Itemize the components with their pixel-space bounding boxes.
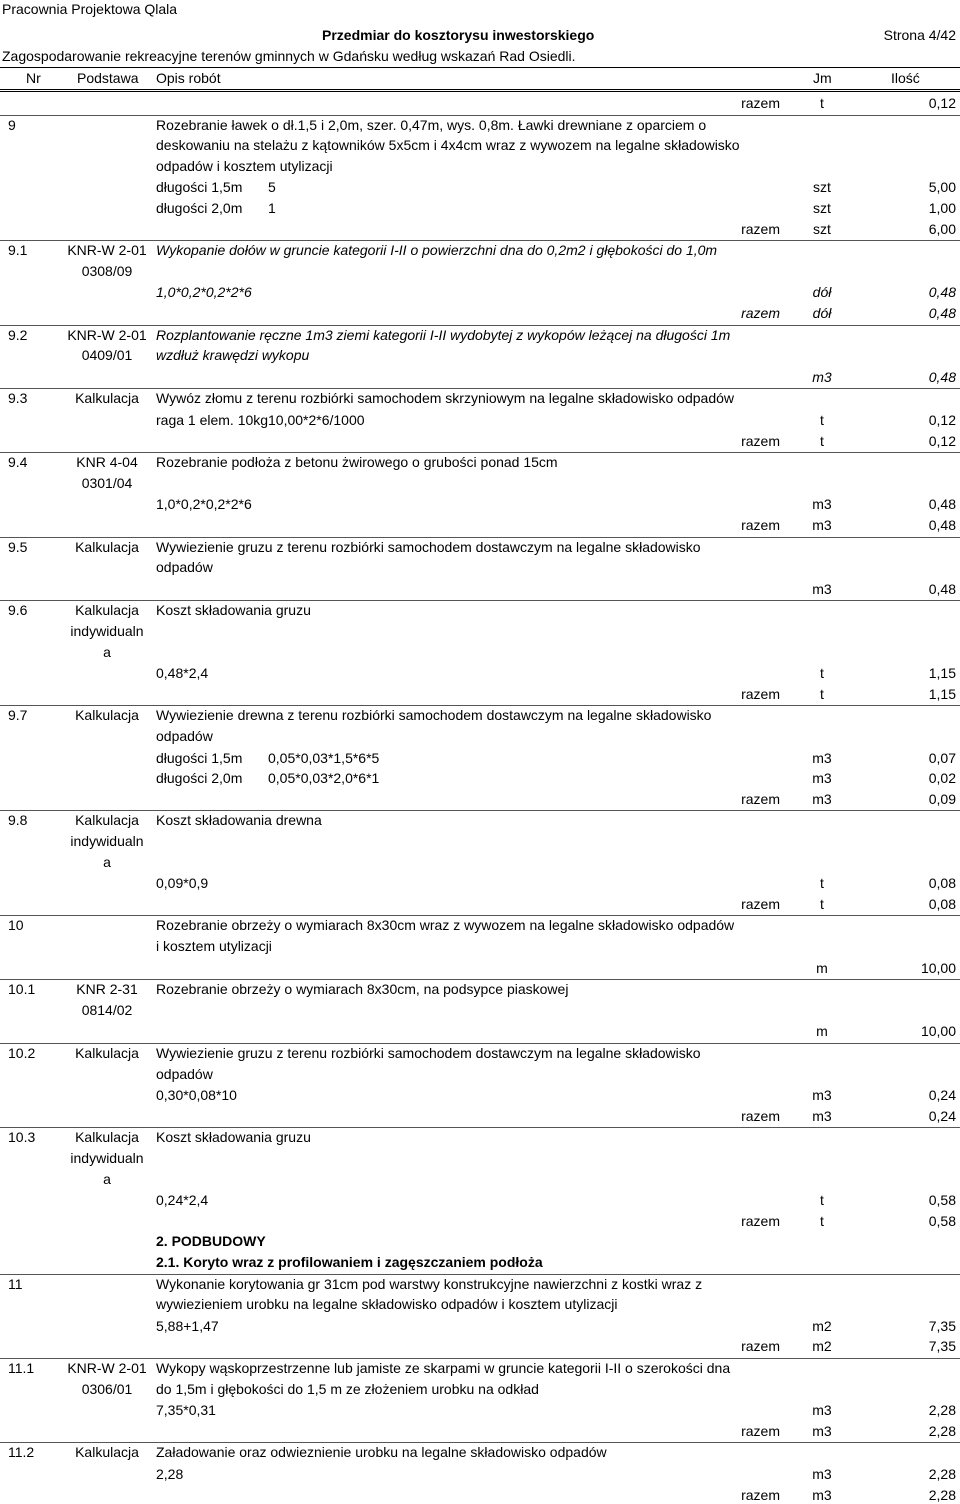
sum-label: razem: [741, 305, 780, 321]
item-basis: KNR-W 2-01: [67, 1360, 147, 1376]
calc-unit: m3: [812, 1402, 832, 1419]
item-basis: 0306/01: [81, 1380, 133, 1397]
calc-unit: m3: [812, 580, 832, 597]
item-description: wzdłuż krawędzi wykopu: [156, 347, 310, 364]
calc-formula: 5: [268, 179, 276, 196]
item-number: 11: [8, 1275, 23, 1292]
item-description: Koszt składowania gruzu: [156, 602, 311, 619]
item-basis: a: [103, 853, 111, 870]
sum-label: razem: [741, 95, 780, 111]
item-description: odpadów: [156, 559, 213, 576]
sum-unit: m3: [812, 517, 832, 533]
item-number: 9: [8, 116, 16, 133]
item-number: 11.2: [8, 1444, 35, 1461]
item-basis: Kalkulacja: [75, 390, 139, 407]
calc-unit: m3: [812, 1466, 832, 1482]
item-description: Wykonanie korytowania gr 31cm pod warstwy konstrukcyjne nawierzchni z kostki wraz z: [156, 1275, 703, 1292]
item-basis: Kalkulacja: [75, 1444, 139, 1461]
calc-label: długości 2,0m: [156, 770, 243, 787]
item-basis: KNR 2-31: [76, 981, 138, 998]
sum-unit: m3: [812, 1422, 832, 1439]
item-number: 9.4: [8, 454, 28, 471]
item-description: Wywiezienie gruzu z terenu rozbiórki samochodem dostawczym na legalne składowisko: [156, 538, 701, 555]
item-separator: [0, 537, 960, 538]
item-description: Rozebranie obrzeży o wymiarach 8x30cm wraz z wywozem na legalne składowisko odpadów: [156, 917, 735, 934]
item-number: 10.3: [8, 1129, 36, 1146]
sum-label: razem: [741, 895, 780, 912]
item-description: odpadów i kosztem utylizacji: [156, 157, 333, 174]
item-basis: 0814/02: [81, 1001, 133, 1018]
item-basis: 0301/04: [81, 474, 133, 491]
calc-label: długości 1,5m: [156, 179, 243, 196]
calc-formula: 0,05*0,03*1,5*6*5: [268, 749, 380, 766]
calc-label: 1,0*0,2*0,2*2*6: [156, 496, 252, 513]
calc-quantity: 0,07: [928, 749, 956, 766]
calc-quantity: 0,58: [928, 1192, 956, 1209]
sum-quantity: 7,35: [928, 1338, 956, 1355]
calc-quantity: 7,35: [928, 1317, 956, 1334]
sum-quantity: 0,12: [928, 432, 956, 449]
item-description: Rozplantowanie ręczne 1m3 ziemi kategorii I-II wydobytej z wykopów leżącej na długości 1m: [156, 326, 731, 343]
item-description: wywiezieniem urobku na legalne składowisko odpadów i kosztem utylizacji: [156, 1296, 618, 1313]
item-separator: [0, 705, 960, 706]
column-jm: Jm: [813, 70, 832, 86]
calc-label: 2,28: [156, 1466, 184, 1482]
item-number: 9.5: [8, 538, 28, 555]
calc-label: 0,09*0,9: [156, 875, 209, 892]
item-basis: KNR-W 2-01: [67, 326, 147, 343]
item-separator: [0, 1442, 960, 1443]
column-podstawa: Podstawa: [77, 70, 139, 86]
item-description: i kosztem utylizacji: [156, 938, 272, 954]
item-description: Rozebranie podłoża z betonu żwirowego o grubości ponad 15cm: [156, 454, 558, 471]
sum-label: razem: [741, 1338, 780, 1355]
item-separator: [0, 388, 960, 389]
item-separator: [0, 979, 960, 980]
calc-unit: m3: [812, 368, 832, 385]
item-number: 10.1: [8, 981, 36, 998]
calc-unit: t: [820, 1192, 824, 1209]
item-number: 10: [8, 917, 24, 934]
sum-quantity: 0,24: [928, 1107, 956, 1124]
item-number: 9.3: [8, 390, 28, 407]
sum-label: razem: [741, 790, 780, 807]
calc-quantity: 0,48: [928, 580, 956, 597]
item-basis: Kalkulacja: [75, 1045, 139, 1061]
calc-quantity: 0,24: [928, 1087, 956, 1104]
calc-quantity: 0,08: [928, 875, 956, 892]
calc-unit: m2: [812, 1317, 832, 1334]
company-name: Pracownia Projektowa Qlala: [2, 1, 178, 17]
calc-quantity: 0,48: [928, 496, 956, 513]
calc-unit: szt: [813, 200, 831, 216]
calc-label: 0,30*0,08*10: [156, 1087, 237, 1104]
sum-quantity: 2,28: [928, 1486, 956, 1503]
section-heading: 2. PODBUDOWY: [156, 1233, 266, 1250]
calc-unit: m3: [812, 496, 832, 513]
sum-quantity: 0,48: [928, 305, 956, 321]
item-separator: [0, 325, 960, 326]
item-basis: 0409/01: [81, 347, 133, 364]
item-separator: [0, 1358, 960, 1359]
section-heading: 2.1. Koryto wraz z profilowaniem i zagęszczaniem podłoża: [156, 1254, 543, 1270]
item-description: Wywiezienie gruzu z terenu rozbiórki samochodem dostawczym na legalne składowisko: [156, 1045, 701, 1061]
sum-unit: t: [820, 1212, 824, 1229]
item-basis: indywidualn: [70, 833, 144, 849]
sum-label: razem: [741, 1212, 780, 1229]
sum-label: razem: [741, 1486, 780, 1503]
calc-unit: m3: [812, 1087, 832, 1104]
sum-unit: t: [820, 95, 824, 111]
calc-quantity: 5,00: [928, 179, 956, 196]
sum-quantity: 0,08: [928, 895, 956, 912]
item-basis: 0308/09: [81, 262, 133, 279]
item-separator: [0, 1274, 960, 1275]
sum-unit: m3: [812, 1107, 832, 1124]
item-number: 11.1: [8, 1360, 35, 1376]
calc-unit: dół: [812, 284, 832, 301]
header-rule-bottom-double: [0, 91, 960, 92]
calc-quantity: 0,02: [928, 770, 956, 787]
item-basis: indywidualn: [70, 623, 144, 639]
item-description: odpadów: [156, 728, 213, 744]
item-description: Koszt składowania gruzu: [156, 1129, 311, 1146]
item-basis: KNR 4-04: [76, 454, 138, 471]
calc-quantity: 0,48: [928, 284, 956, 301]
item-description: Załadowanie oraz odwieznienie urobku na legalne składowisko odpadów: [156, 1444, 607, 1461]
calc-formula: 10,00*2*6/1000: [268, 412, 365, 428]
column-ilosc: Ilość: [891, 70, 920, 86]
sum-unit: t: [820, 895, 824, 912]
sum-label: razem: [741, 1422, 780, 1439]
sum-unit: t: [820, 685, 824, 702]
sum-label: razem: [741, 432, 780, 449]
calc-unit: m3: [812, 749, 832, 766]
item-separator: [0, 1127, 960, 1128]
calc-label: 0,48*2,4: [156, 665, 209, 682]
calc-quantity: 1,15: [928, 665, 956, 682]
calc-unit: t: [820, 665, 824, 682]
item-basis: KNR-W 2-01: [67, 242, 147, 259]
calc-label: 5,88+1,47: [156, 1317, 219, 1334]
sum-quantity: 1,15: [928, 685, 956, 702]
sum-label: razem: [741, 685, 780, 702]
sum-quantity: 0,58: [928, 1212, 956, 1229]
sum-unit: m2: [812, 1338, 832, 1355]
item-basis: indywidualn: [70, 1150, 144, 1166]
column-opis: Opis robót: [156, 70, 221, 86]
calc-unit: m: [816, 959, 828, 976]
item-description: Wykopy wąskoprzestrzenne lub jamiste ze skarpami w gruncie kategorii I-II o szerokości dna: [156, 1360, 731, 1376]
sum-label: razem: [741, 1107, 780, 1124]
item-basis: Kalkulacja: [75, 602, 139, 619]
calc-quantity: 2,28: [928, 1466, 956, 1482]
item-description: deskowaniu na stelażu z kątowników 5x5cm i 4x4cm wraz z wywozem na legalne składowisko: [156, 137, 740, 154]
sum-unit: t: [820, 432, 824, 449]
item-number: 9.2: [8, 326, 28, 343]
item-description: Wywóz złomu z terenu rozbiórki samochodem skrzyniowym na legalne składowisko odpadów: [156, 390, 735, 407]
item-separator: [0, 600, 960, 601]
calc-unit: t: [820, 412, 824, 428]
sum-unit: m3: [812, 790, 832, 807]
item-description: do 1,5m i głębokości do 1,5 m ze złożeniem urobku na odkład: [156, 1380, 539, 1397]
header-rule-bottom: [0, 89, 960, 90]
sum-quantity: 0,12: [928, 95, 956, 111]
calc-unit: t: [820, 875, 824, 892]
item-number: 10.2: [8, 1045, 36, 1061]
project-name: Zagospodarowanie rekreacyjne terenów gminnych w Gdańsku według wskazań Rad Osiedli.: [2, 48, 576, 64]
calc-quantity: 1,00: [928, 200, 956, 216]
item-basis: a: [103, 1170, 111, 1187]
item-description: Wykopanie dołów w gruncie kategorii I-II o powierzchni dna do 0,2m2 i głębokości do 1,0m: [156, 242, 718, 259]
item-separator: [0, 915, 960, 916]
sum-label: razem: [741, 220, 780, 237]
item-description: Wywiezienie drewna z terenu rozbiórki samochodem dostawczym na legalne składowisko: [156, 707, 712, 724]
sum-quantity: 2,28: [928, 1422, 956, 1439]
calc-quantity: 10,00: [920, 959, 956, 976]
calc-label: 1,0*0,2*0,2*2*6: [156, 284, 252, 301]
header-rule-top: [0, 67, 960, 68]
sum-label: razem: [741, 517, 780, 533]
item-number: 9.6: [8, 602, 28, 619]
item-separator: [0, 240, 960, 241]
item-number: 9.1: [8, 242, 28, 259]
calc-label: 7,35*0,31: [156, 1402, 216, 1419]
calc-label: raga 1 elem. 10kg: [156, 412, 269, 428]
item-basis: Kalkulacja: [75, 538, 139, 555]
calc-label: 0,24*2,4: [156, 1192, 209, 1209]
item-separator: [0, 115, 960, 116]
item-basis: Kalkulacja: [75, 1129, 139, 1146]
item-description: Rozebranie obrzeży o wymiarach 8x30cm, na podsypce piaskowej: [156, 981, 569, 998]
calc-unit: m3: [812, 770, 832, 787]
item-description: Rozebranie ławek o dł.1,5 i 2,0m, szer. 0,47m, wys. 0,8m. Ławki drewniane z oparciem o: [156, 116, 707, 133]
sum-quantity: 6,00: [928, 220, 956, 237]
item-description: odpadów: [156, 1065, 213, 1082]
column-nr: Nr: [26, 70, 41, 86]
calc-formula: 0,05*0,03*2,0*6*1: [268, 770, 380, 787]
item-basis: Kalkulacja: [75, 707, 139, 724]
item-number: 9.7: [8, 707, 28, 724]
sum-unit: szt: [813, 220, 831, 237]
item-description: Koszt składowania drewna: [156, 812, 322, 829]
sum-unit: dół: [812, 305, 832, 321]
calc-quantity: 10,00: [920, 1023, 956, 1040]
calc-quantity: 2,28: [928, 1402, 956, 1419]
calc-unit: m: [816, 1023, 828, 1040]
item-number: 9.8: [8, 812, 28, 829]
page-number: Strona 4/42: [883, 27, 956, 43]
sum-unit: m3: [812, 1486, 832, 1503]
item-separator: [0, 452, 960, 453]
calc-unit: szt: [813, 179, 831, 196]
sum-quantity: 0,48: [928, 517, 956, 533]
calc-quantity: 0,48: [928, 368, 956, 385]
calc-label: długości 2,0m: [156, 200, 243, 216]
calc-label: długości 1,5m: [156, 749, 243, 766]
document-title: Przedmiar do kosztorysu inwestorskiego: [322, 27, 595, 43]
sum-quantity: 0,09: [928, 790, 956, 807]
item-basis: Kalkulacja: [75, 812, 139, 829]
calc-quantity: 0,12: [928, 412, 956, 428]
calc-formula: 1: [268, 200, 276, 216]
item-basis: a: [103, 643, 111, 660]
item-separator: [0, 810, 960, 811]
item-separator: [0, 1043, 960, 1044]
